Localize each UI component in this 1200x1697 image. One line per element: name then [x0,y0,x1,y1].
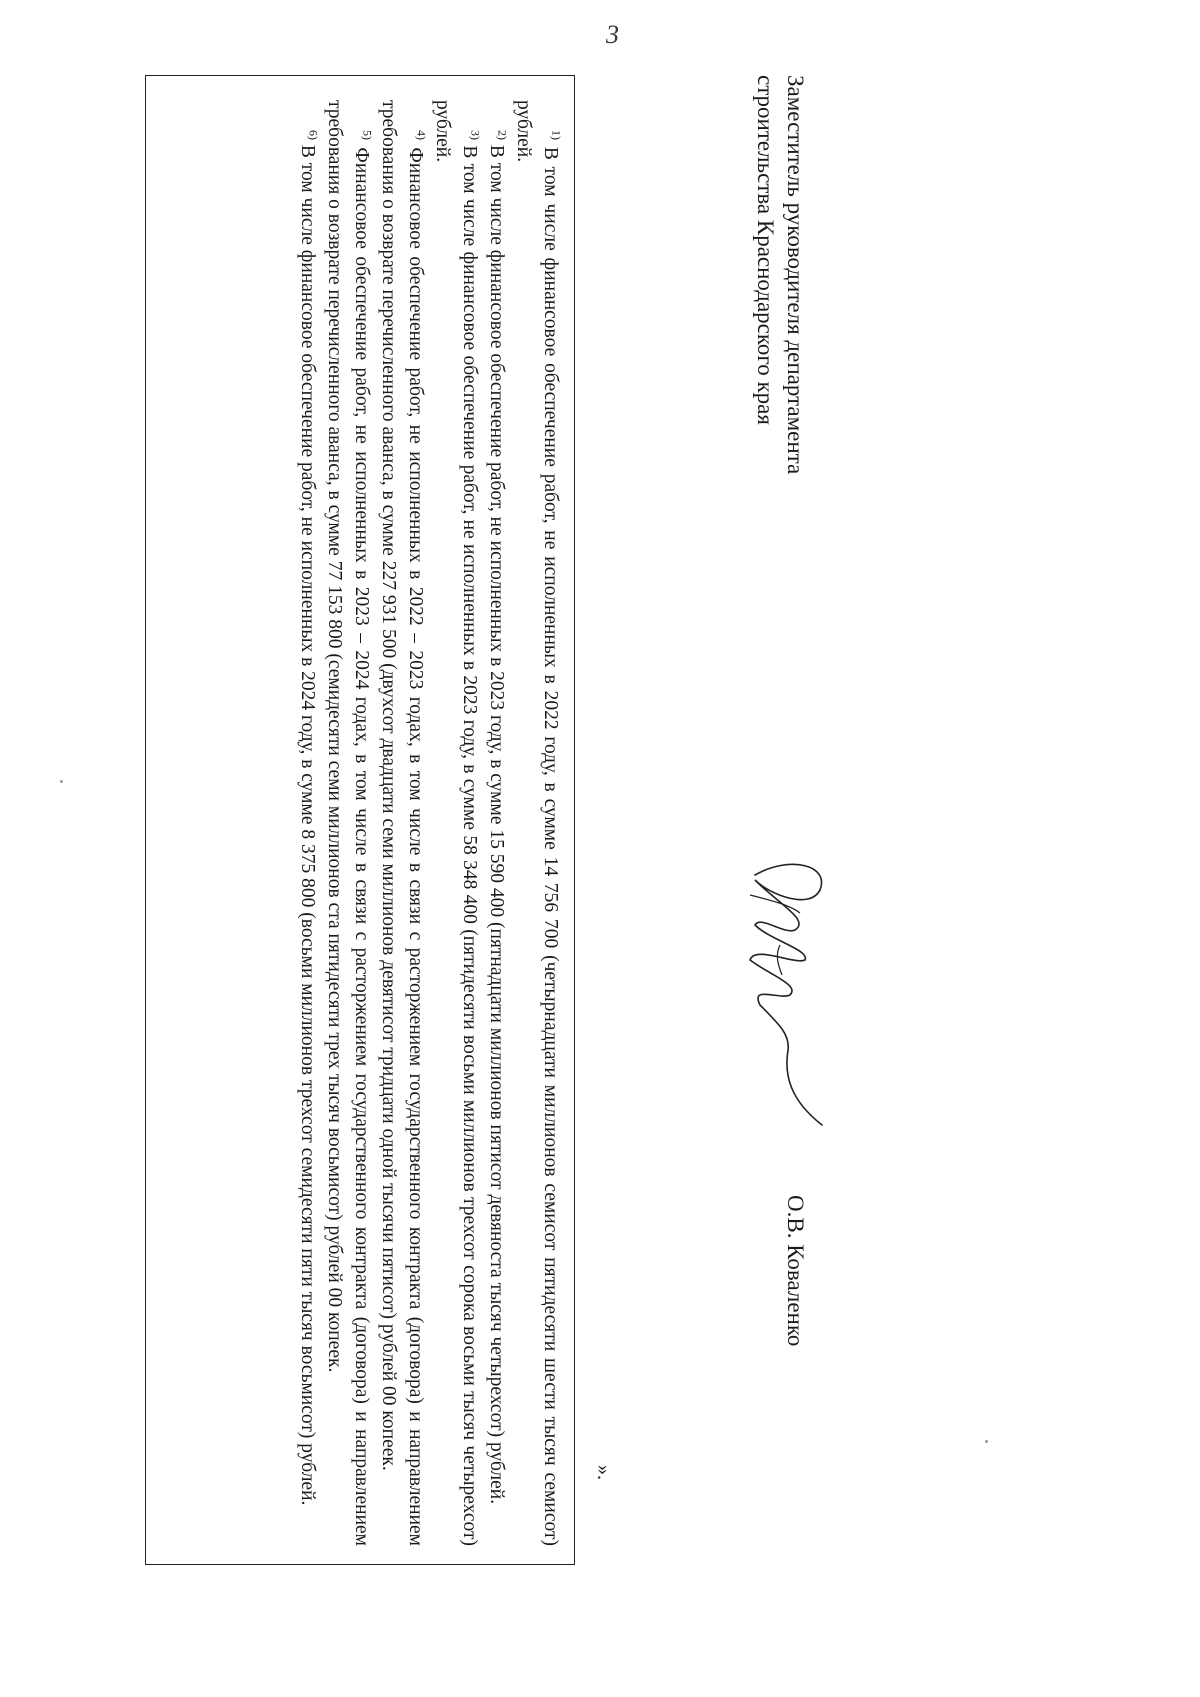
handwritten-signature [710,835,850,1135]
footnote-3 [429,100,483,1546]
footnote-marker: 4) [414,130,429,140]
signatory-title-line-1: Заместитель руководителя департамента [783,75,808,475]
footnote-marker: 2) [495,130,510,140]
footnote-text: В том числе финансовое обеспечение работ, не исполненных в 2023 году, в сумме 58 348 400 (пятидесяти восьми миллионов трехсот сорока восьми тысяч четырехсот) рублей. [432,100,480,1547]
footnote-marker: 1) [549,130,564,140]
footnotes-box [145,75,575,1565]
signatory-name: О.В. Коваленко [783,1195,808,1347]
footnote-text: В том числе финансовое обеспечение работ, не исполненных в 2024 году, в сумме 8 375 800 (восьми миллионов трехсот семидесяти пяти тысяч восьмисот) рублей. [297,144,318,1506]
footnote-5 [321,100,375,1546]
signatory-title-line-2: строительства Краснодарского края [753,75,778,425]
scan-speck [985,1440,988,1443]
page-number: 3 [606,20,619,49]
footnote-6 [294,100,321,1546]
footnote-4 [375,100,429,1546]
signatory-title [750,75,810,635]
footnote-marker: 6) [306,130,321,140]
footnote-marker: 3) [468,130,483,140]
footnote-text: Финансовое обеспечение работ, не исполненных в 2022 – 2023 годах, в том числе в связи с расторжением государственного контракта (договора) и направлением требования о возврате перечисленного аванса, в сумме 227 931 500 (двухсот двадцати семи миллионов девятисот тридцати одной тысячи пятисот) рублей 00 копеек. [378,100,426,1546]
rotated-page-content [145,75,1200,1600]
footnote-text: В том числе финансовое обеспечение работ, не исполненных в 2023 году, в сумме 15 590 400 (пятнадцати миллионов пятисот девяноста тысяч четырехсот) рублей. [486,144,507,1505]
footnote-marker: 5) [360,130,375,140]
footnote-2 [483,100,510,1546]
closing-quote-mark: ». [593,1465,615,1480]
footnote-text: Финансовое обеспечение работ, не исполненных в 2023 – 2024 годах, в том числе в связи с расторжением государственного контракта (договора) и направлением требования о возврате перечисленного аванса, в сумме 77 153 800 (семидесяти семи миллионов ста пятидесяти трех тысяч восьмисот) рублей 00 копеек. [324,100,372,1546]
footnote-1 [510,100,564,1546]
scan-speck [60,780,63,783]
signature-block [720,75,810,1600]
footnote-text: В том числе финансовое обеспечение работ, не исполненных в 2022 году, в сумме 14 756 700 (четырнадцати миллионов семисот пятидесяти шести тысяч семисот) рублей. [513,100,561,1546]
